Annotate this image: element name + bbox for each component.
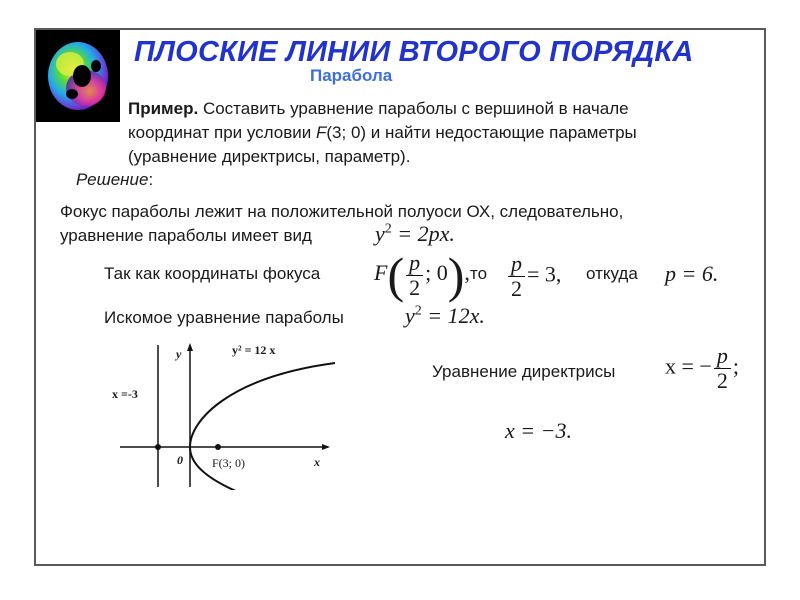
example-statement xyxy=(128,97,758,169)
directrix-value: x = −3. xyxy=(505,418,572,443)
example-lead: Пример. xyxy=(128,99,199,118)
focus-label: F(3; 0) xyxy=(212,456,245,470)
parabola-graph xyxy=(110,335,340,490)
example-line2a: координат при условии xyxy=(128,123,316,142)
focus-point xyxy=(215,444,221,450)
ratio-formula: $\frac{p}{2}$ = 3, xyxy=(506,252,561,301)
focus-text-line1: Фокус параболы лежит на положительной полуоси ОХ, следовательно, xyxy=(60,202,624,221)
example-line3: (уравнение директрисы, параметр). xyxy=(128,147,411,166)
directrix-text: Уравнение директрисы xyxy=(432,362,616,381)
general-equation: $y^2 = 2px$. xyxy=(375,221,455,246)
directrix-point xyxy=(155,444,161,450)
page-subtitle: Парабола xyxy=(310,66,393,85)
page-title: ПЛОСКИЕ ЛИНИИ ВТОРОГО ПОРЯДКА xyxy=(134,36,694,68)
directrix-formula: x = − $\frac{p}{2}$ ; xyxy=(665,343,739,393)
example-focus-letter: F xyxy=(316,123,327,142)
y-axis-arrow-icon xyxy=(187,343,193,351)
x-axis-arrow-icon xyxy=(322,444,330,450)
then-text: то xyxy=(470,264,488,283)
y-axis-label: y xyxy=(176,347,182,361)
focus-text-line2: уравнение параболы имеет вид xyxy=(60,226,312,245)
since-text: Так как координаты фокуса xyxy=(104,264,321,283)
x-axis-label: x xyxy=(314,455,320,469)
sought-text: Искомое уравнение параболы xyxy=(104,308,344,327)
origin-label: 0 xyxy=(177,453,183,467)
directrix-label: x =-3 xyxy=(112,387,138,401)
solution-heading: Решение: xyxy=(76,170,154,189)
example-line2b: (3; 0) и найти недостающие параметры xyxy=(326,123,637,142)
whence-text: откуда xyxy=(586,264,638,283)
answer-equation: $y^2 = 12x$. xyxy=(405,303,485,328)
torus-logo-icon xyxy=(36,30,120,122)
p-value-formula: p = 6. xyxy=(665,261,719,286)
example-line1: Составить уравнение параболы с вершиной в начале xyxy=(202,99,629,118)
curve-label: y² = 12 x xyxy=(232,343,276,357)
focus-coordinates-formula: F( $\frac{p}{2}$ ; 0), xyxy=(374,247,470,303)
